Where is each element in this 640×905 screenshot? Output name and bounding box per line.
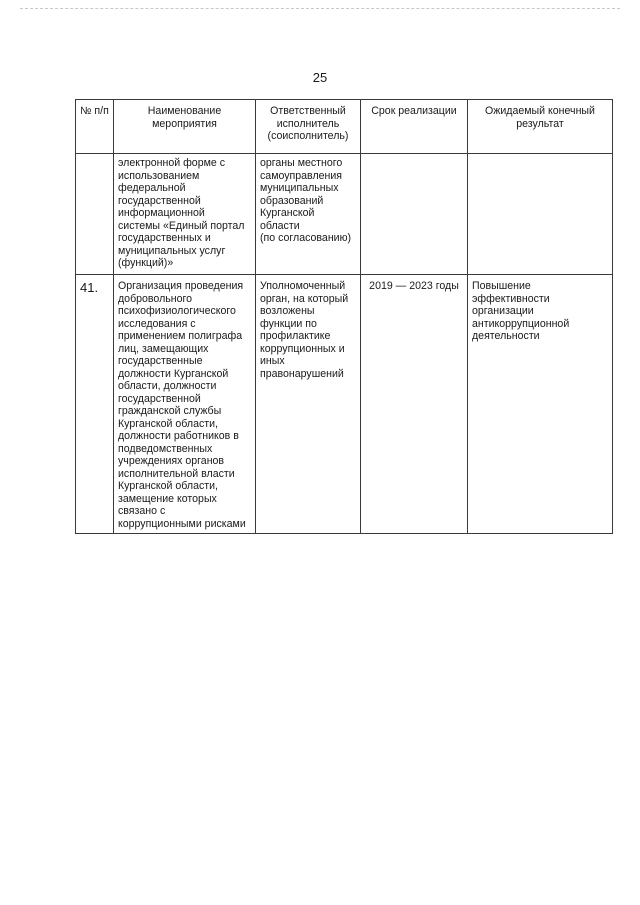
cell-term — [361, 154, 468, 275]
header-term: Срок реализации — [361, 100, 468, 154]
cell-result — [468, 154, 613, 275]
cell-number — [76, 154, 114, 275]
measures-table — [75, 99, 613, 534]
cell-executor: органы местного самоуправления муниципальных образований Курганской области (по согласованию) — [256, 154, 361, 275]
page-number: 25 — [312, 70, 328, 85]
header-result: Ожидаемый конечный результат — [468, 100, 613, 154]
header-executor: Ответственный исполнитель (соисполнитель) — [256, 100, 361, 154]
table-row — [76, 275, 613, 534]
cell-term: 2019 — 2023 годы — [361, 275, 468, 534]
cell-number: 41. — [76, 275, 114, 534]
table-row — [76, 154, 613, 275]
cell-executor: Уполномоченный орган, на который возложены функции по профилактике коррупционных и иных правонарушений — [256, 275, 361, 534]
scan-edge-line — [20, 8, 620, 9]
cell-measure-name: Организация проведения добровольного психофизиологического исследования с применением полиграфа лиц, замещающих государственные должности Курганской области, должности государственной гражданской службы Курганской области, должности работников в подведомственных учреждениях органов исполнительной власти Курганской области, замещение которых связано с коррупционными рисками — [114, 275, 256, 534]
table-header-row — [76, 100, 613, 154]
cell-result: Повышение эффективности организации антикоррупционной деятельности — [468, 275, 613, 534]
cell-measure-name: электронной форме с использованием федеральной государственной информационной системы «Единый портал государственных и муниципальных услуг (функций)» — [114, 154, 256, 275]
header-measure-name: Наименование мероприятия — [114, 100, 256, 154]
header-number: № п/п — [76, 100, 114, 154]
